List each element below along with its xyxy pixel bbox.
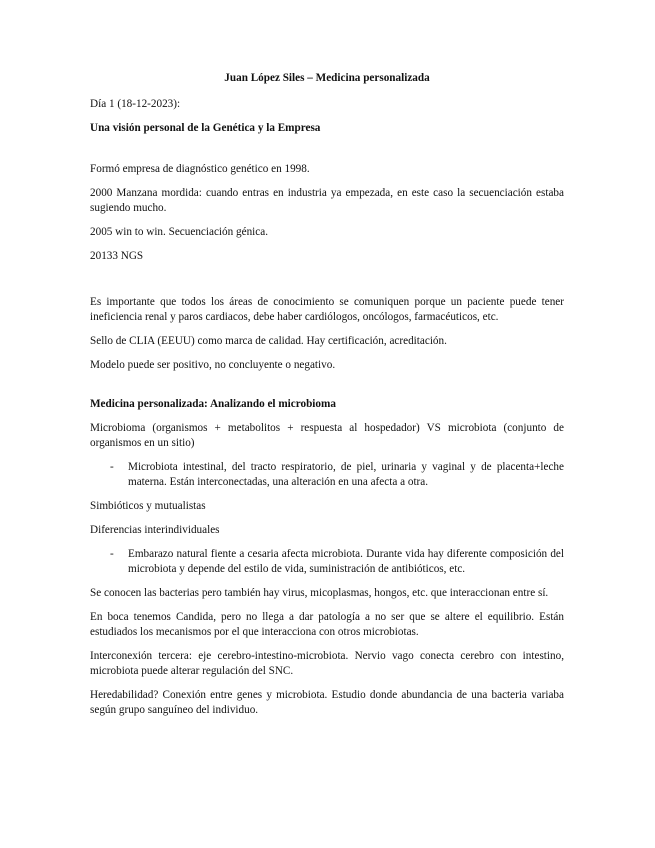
section-heading-microbioma: Medicina personalizada: Analizando el microbioma	[90, 398, 336, 410]
paragraph: Modelo puede ser positivo, no concluyente o negativo.	[90, 359, 336, 371]
paragraph: Sello de CLIA (EEUU) como marca de calidad. Hay certificación, acreditación.	[90, 335, 447, 347]
paragraph: Diferencias interindividuales	[90, 524, 220, 536]
list-item	[90, 460, 564, 490]
paragraph: 2000 Manzana mordida: cuando entras en industria ya empezada, en este caso la secuenciación estaba sugiendo mucho.	[90, 187, 564, 214]
section-heading-genetica: Una visión personal de la Genética y la Empresa	[90, 122, 321, 134]
document-body	[90, 71, 564, 727]
dash-list	[90, 547, 564, 577]
dash-bullet: -	[110, 548, 114, 560]
paragraph: Es importante que todos los áreas de conocimiento se comuniquen porque un paciente puede tener ineficiencia renal y paros cardiacos, debe haber cardiólogos, oncólogos, farmacéuticos, etc.	[90, 296, 564, 323]
paragraph: Microbioma (organismos + metabolitos + respuesta al hospedador) VS microbiota (conjunto de organismos en un sitio)	[90, 422, 564, 449]
paragraph: Se conocen las bacterias pero también hay virus, micoplasmas, hongos, etc. que interaccionan entre sí.	[90, 587, 549, 599]
paragraph: En boca tenemos Candida, pero no llega a dar patología a no ser que se altere el equilibrio. Están estudiados los mecanismos por el que interacciona con otros microbiotas.	[90, 611, 564, 638]
list-item-text: Embarazo natural fiente a cesaria afecta microbiota. Durante vida hay diferente composición del microbiota y depende del estilo de vida, suministración de antibióticos, etc.	[128, 548, 564, 575]
paragraph: Simbióticos y mutualistas	[90, 500, 206, 512]
list-item	[90, 547, 564, 577]
dash-bullet: -	[110, 461, 114, 473]
paragraph: 20133 NGS	[90, 250, 144, 262]
paragraph: Heredabilidad? Conexión entre genes y microbiota. Estudio donde abundancia de una bacteria variaba según grupo sanguíneo del individuo.	[90, 689, 564, 716]
paragraph: Formó empresa de diagnóstico genético en 1998.	[90, 163, 310, 175]
list-item-text: Microbiota intestinal, del tracto respiratorio, de piel, urinaria y vaginal y de placenta+leche materna. Están interconectadas, una alteración en una afecta a otra.	[128, 461, 564, 488]
day-line: Día 1 (18-12-2023):	[90, 98, 181, 110]
document-title: Juan López Siles – Medicina personalizada	[224, 72, 430, 84]
paragraph: Interconexión tercera: eje cerebro-intestino-microbiota. Nervio vago conecta cerebro con intestino, microbiota puede alterar regulación del SNC.	[90, 650, 564, 677]
paragraph: 2005 win to win. Secuenciación génica.	[90, 226, 269, 238]
dash-list	[90, 460, 564, 490]
